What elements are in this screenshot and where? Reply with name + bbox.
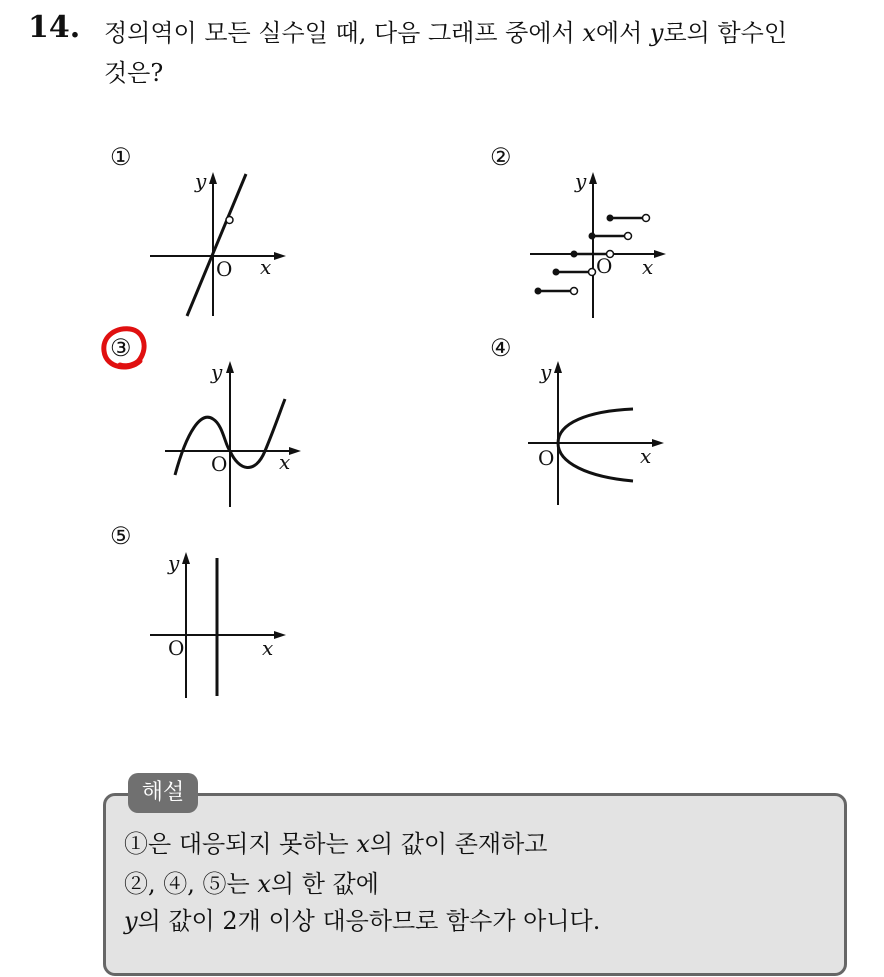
solution-line-2-a: ②, ④, ⑤는 [124,870,258,898]
solution-tag: 해설 [128,773,198,813]
choice-1-graph [140,168,290,318]
question-var-x: x [582,19,596,47]
choice-2-origin: O [596,254,613,278]
question-text [104,13,874,93]
question-number: 14. [28,10,81,45]
question-var-y: y [649,19,664,47]
choice-3-graph [155,357,305,512]
choice-1-origin: O [216,257,233,281]
choice-4-graph [518,357,668,512]
choice-3-label[interactable]: ③ [110,334,132,362]
choice-2-x-label: x [642,255,654,279]
question-text-part3: 로의 함수인 [663,19,788,47]
solution-line-3 [124,905,600,937]
choice-5-y-label: y [168,551,180,575]
choice-3-y-label: y [211,360,223,384]
solution-line-2 [124,868,379,900]
question-text-line2: 것은? [104,59,164,87]
choice-5-graph [140,548,290,703]
solution-line-2-var: x [257,870,271,898]
choice-4-origin: O [538,446,555,470]
choice-3-x-label: x [279,450,291,474]
choice-2-label[interactable]: ② [490,143,512,171]
solution-line-3-b: 의 값이 2개 이상 대응하므로 함수가 아니다. [137,907,601,935]
solution-line-3-var: y [124,907,138,935]
choice-4-x-label: x [640,444,652,468]
choice-5-x-label: x [262,636,274,660]
choice-3-origin: O [211,452,228,476]
question-text-part2: 에서 [595,19,650,47]
choice-1-x-label: x [260,255,272,279]
choice-5-origin: O [168,636,185,660]
solution-line-1 [124,828,547,860]
choice-1-y-label: y [195,169,207,193]
solution-line-2-b: 의 한 값에 [270,870,379,898]
solution-line-1-a: ①은 대응되지 못하는 [124,830,357,858]
choice-4-y-label: y [540,360,552,384]
question-text-part1: 정의역이 모든 실수일 때, 다음 그래프 중에서 [104,19,583,47]
choice-2-y-label: y [575,169,587,193]
choice-1-label[interactable]: ① [110,143,132,171]
choice-4-label[interactable]: ④ [490,334,512,362]
choice-5-label[interactable]: ⑤ [110,522,132,550]
solution-line-1-var: x [356,830,370,858]
solution-line-1-b: 의 값이 존재하고 [369,830,548,858]
choice-2-graph [520,168,670,323]
